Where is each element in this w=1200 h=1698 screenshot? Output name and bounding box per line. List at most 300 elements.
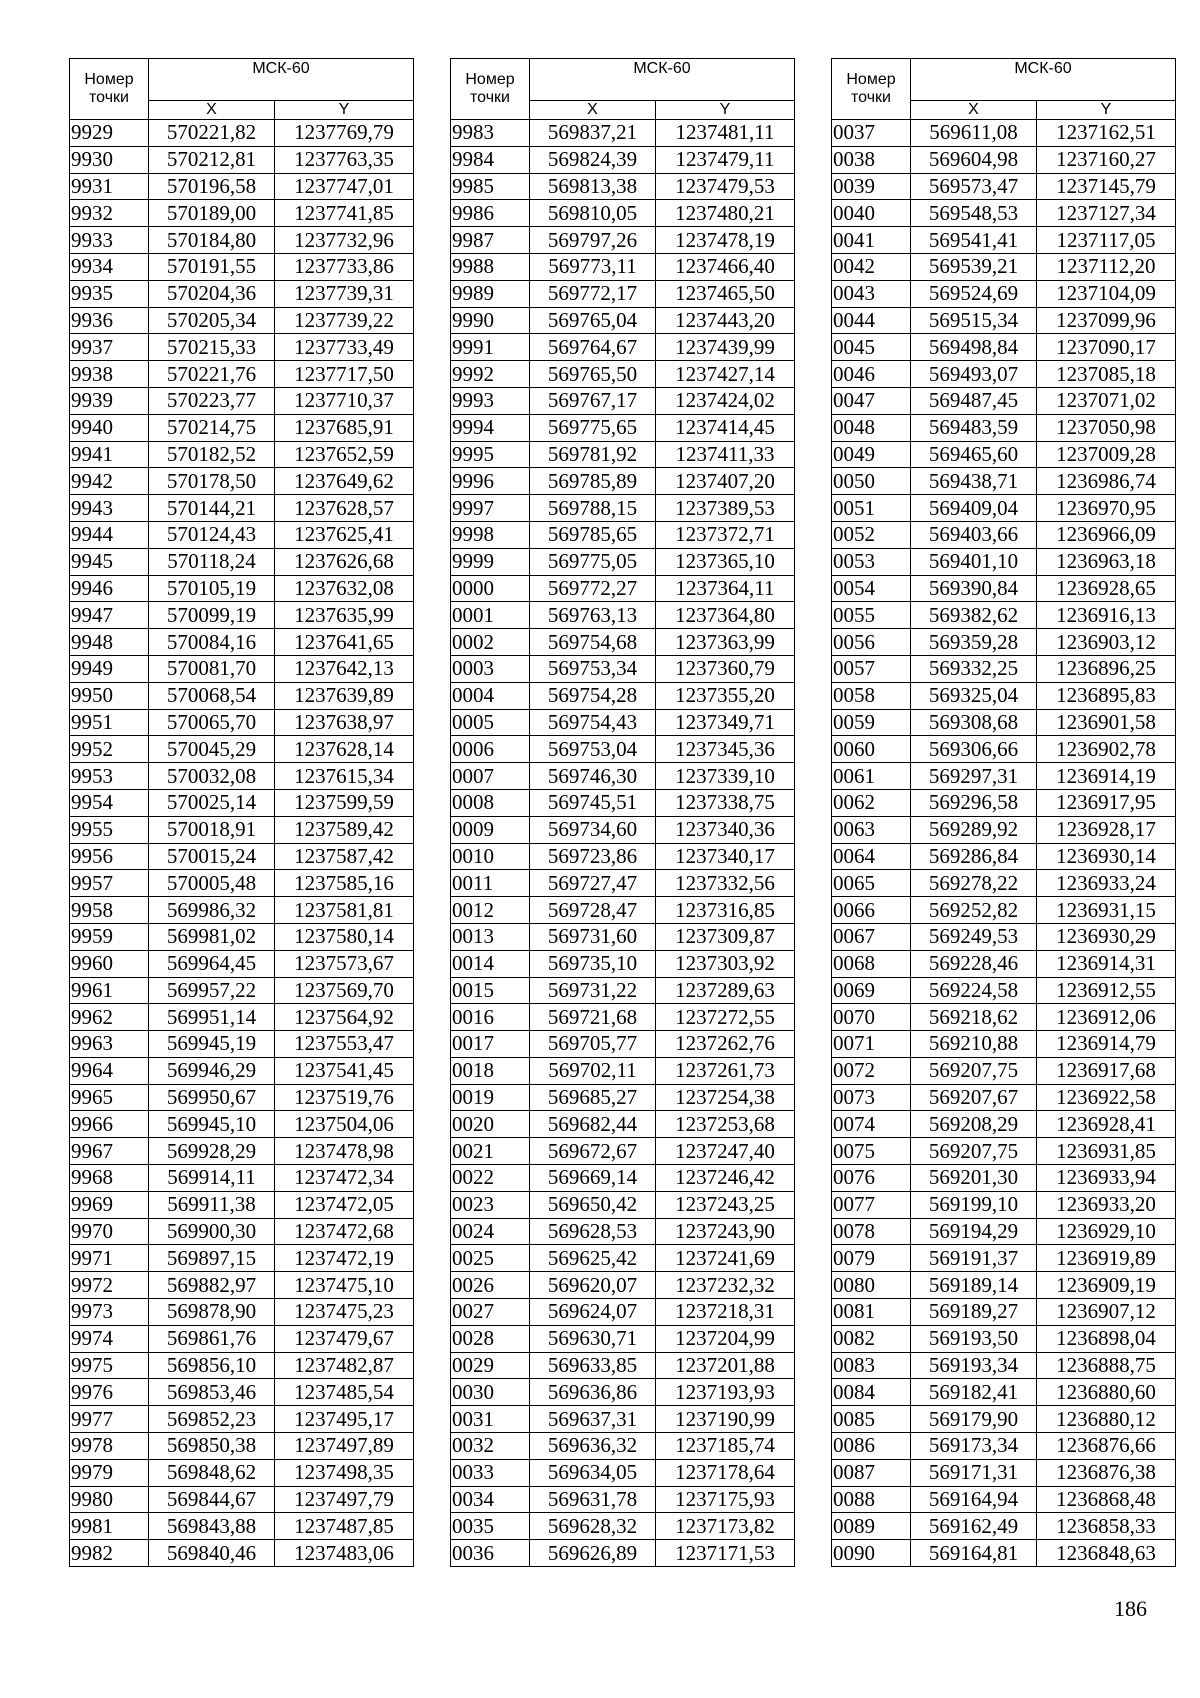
y-coordinate-cell: 1236876,66	[1037, 1433, 1176, 1460]
x-coordinate-cell: 569359,28	[911, 629, 1037, 656]
x-coordinate-cell: 569753,04	[530, 736, 656, 763]
x-coordinate-cell: 569625,42	[530, 1245, 656, 1272]
x-coordinate-cell: 569734,60	[530, 816, 656, 843]
table-row	[70, 763, 414, 790]
point-number-cell: 0047	[832, 387, 911, 414]
x-coordinate-cell: 570065,70	[149, 709, 275, 736]
x-coordinate-cell: 569785,65	[530, 521, 656, 548]
point-number-cell: 0009	[451, 816, 530, 843]
y-coordinate-cell: 1237685,91	[275, 414, 414, 441]
point-number-cell: 9940	[70, 414, 149, 441]
y-coordinate-cell: 1237479,67	[275, 1325, 414, 1352]
point-number-cell: 0040	[832, 200, 911, 227]
table-row	[832, 1299, 1176, 1326]
point-number-cell: 9976	[70, 1379, 149, 1406]
y-coordinate-cell: 1237071,02	[1037, 387, 1176, 414]
y-coordinate-cell: 1237261,73	[656, 1057, 795, 1084]
table-row	[832, 1031, 1176, 1058]
x-coordinate-cell: 569634,05	[530, 1459, 656, 1486]
x-coordinate-cell: 569702,11	[530, 1057, 656, 1084]
table-row	[832, 977, 1176, 1004]
x-coordinate-cell: 569573,47	[911, 173, 1037, 200]
point-number-cell: 9950	[70, 682, 149, 709]
point-number-cell: 0055	[832, 602, 911, 629]
table-row	[832, 200, 1176, 227]
x-coordinate-cell: 569465,60	[911, 441, 1037, 468]
y-coordinate-cell: 1237241,69	[656, 1245, 795, 1272]
point-number-cell: 0006	[451, 736, 530, 763]
table-row	[70, 736, 414, 763]
y-coordinate-cell: 1237732,96	[275, 227, 414, 254]
x-coordinate-cell: 569840,46	[149, 1540, 275, 1567]
point-number-cell: 9953	[70, 763, 149, 790]
x-coordinate-cell: 569626,89	[530, 1540, 656, 1567]
point-number-cell: 0065	[832, 870, 911, 897]
y-coordinate-cell: 1237483,06	[275, 1540, 414, 1567]
point-number-cell: 0011	[451, 870, 530, 897]
x-coordinate-cell: 569249,53	[911, 923, 1037, 950]
y-coordinate-cell: 1236986,74	[1037, 468, 1176, 495]
table-row	[70, 897, 414, 924]
table-row	[70, 1486, 414, 1513]
table-row	[70, 521, 414, 548]
y-coordinate-cell: 1237090,17	[1037, 334, 1176, 361]
table-row	[832, 1325, 1176, 1352]
table-row	[70, 468, 414, 495]
point-number-cell: 9932	[70, 200, 149, 227]
point-number-cell: 9936	[70, 307, 149, 334]
point-number-cell: 0073	[832, 1084, 911, 1111]
crs-header: МСК-60	[530, 59, 795, 101]
table-row	[70, 789, 414, 816]
table-row	[832, 1459, 1176, 1486]
y-header: Y	[1037, 101, 1176, 120]
table-row	[451, 1379, 795, 1406]
point-number-cell: 9988	[451, 253, 530, 280]
x-coordinate-cell: 569853,46	[149, 1379, 275, 1406]
table-row	[451, 575, 795, 602]
y-coordinate-cell: 1237253,68	[656, 1111, 795, 1138]
table-row	[451, 897, 795, 924]
x-coordinate-cell: 569182,41	[911, 1379, 1037, 1406]
point-number-cell: 9984	[451, 146, 530, 173]
y-coordinate-cell: 1237541,45	[275, 1057, 414, 1084]
x-coordinate-cell: 570081,70	[149, 655, 275, 682]
y-coordinate-cell: 1237050,98	[1037, 414, 1176, 441]
table-row	[832, 1191, 1176, 1218]
y-coordinate-cell: 1237615,34	[275, 763, 414, 790]
y-coordinate-cell: 1237009,28	[1037, 441, 1176, 468]
table-row	[70, 1379, 414, 1406]
point-number-cell: 9978	[70, 1433, 149, 1460]
point-number-cell: 9939	[70, 387, 149, 414]
x-coordinate-cell: 569308,68	[911, 709, 1037, 736]
table-row	[832, 414, 1176, 441]
point-number-cell: 0058	[832, 682, 911, 709]
table-row	[832, 548, 1176, 575]
table-row	[70, 950, 414, 977]
y-coordinate-cell: 1237243,25	[656, 1191, 795, 1218]
point-number-cell: 9933	[70, 227, 149, 254]
table-row	[451, 146, 795, 173]
x-coordinate-cell: 569727,47	[530, 870, 656, 897]
table-row	[70, 1299, 414, 1326]
x-coordinate-cell: 570214,75	[149, 414, 275, 441]
table-row	[832, 655, 1176, 682]
point-number-cell: 9968	[70, 1165, 149, 1192]
x-coordinate-cell: 570105,19	[149, 575, 275, 602]
x-coordinate-cell: 569824,39	[530, 146, 656, 173]
x-coordinate-cell: 569946,29	[149, 1057, 275, 1084]
table-row	[451, 200, 795, 227]
table-row	[832, 1218, 1176, 1245]
y-coordinate-cell: 1237193,93	[656, 1379, 795, 1406]
point-number-header: Номер точки	[70, 59, 149, 120]
y-coordinate-cell: 1237316,85	[656, 897, 795, 924]
y-coordinate-cell: 1237332,56	[656, 870, 795, 897]
x-coordinate-cell: 569541,41	[911, 227, 1037, 254]
table-row	[451, 763, 795, 790]
x-coordinate-cell: 570144,21	[149, 495, 275, 522]
point-number-cell: 0060	[832, 736, 911, 763]
y-coordinate-cell: 1237411,33	[656, 441, 795, 468]
y-coordinate-cell: 1237104,09	[1037, 280, 1176, 307]
y-coordinate-cell: 1236917,95	[1037, 789, 1176, 816]
point-number-cell: 0004	[451, 682, 530, 709]
table-row	[451, 923, 795, 950]
x-coordinate-cell: 569173,34	[911, 1433, 1037, 1460]
table-row	[832, 1486, 1176, 1513]
page-number: 186	[1114, 1596, 1147, 1621]
y-coordinate-cell: 1236916,13	[1037, 602, 1176, 629]
x-coordinate-cell: 569964,45	[149, 950, 275, 977]
x-coordinate-cell: 569633,85	[530, 1352, 656, 1379]
table-row	[70, 1031, 414, 1058]
table-row	[70, 655, 414, 682]
table-row	[70, 575, 414, 602]
x-coordinate-cell: 569772,17	[530, 280, 656, 307]
y-coordinate-cell: 1236909,19	[1037, 1272, 1176, 1299]
x-coordinate-cell: 570191,55	[149, 253, 275, 280]
table-row	[451, 414, 795, 441]
y-coordinate-cell: 1237363,99	[656, 629, 795, 656]
x-coordinate-cell: 569207,75	[911, 1057, 1037, 1084]
table-row	[832, 1433, 1176, 1460]
x-coordinate-cell: 570189,00	[149, 200, 275, 227]
table-row	[70, 1433, 414, 1460]
x-coordinate-cell: 569382,62	[911, 602, 1037, 629]
x-coordinate-cell: 570118,24	[149, 548, 275, 575]
y-coordinate-cell: 1237498,35	[275, 1459, 414, 1486]
point-number-cell: 0026	[451, 1272, 530, 1299]
y-coordinate-cell: 1237472,34	[275, 1165, 414, 1192]
point-number-cell: 9989	[451, 280, 530, 307]
point-number-cell: 9938	[70, 361, 149, 388]
point-number-cell: 0020	[451, 1111, 530, 1138]
table-row	[70, 1165, 414, 1192]
table-row	[451, 307, 795, 334]
y-coordinate-cell: 1237262,76	[656, 1031, 795, 1058]
y-coordinate-cell: 1236970,95	[1037, 495, 1176, 522]
table-row	[832, 1272, 1176, 1299]
point-number-cell: 0063	[832, 816, 911, 843]
x-coordinate-cell: 569837,21	[530, 120, 656, 147]
table-row	[70, 1191, 414, 1218]
y-coordinate-cell: 1237504,06	[275, 1111, 414, 1138]
point-number-cell: 0090	[832, 1540, 911, 1567]
x-coordinate-cell: 570182,52	[149, 441, 275, 468]
y-coordinate-cell: 1237573,67	[275, 950, 414, 977]
table-row	[832, 629, 1176, 656]
point-number-cell: 9951	[70, 709, 149, 736]
point-number-cell: 0027	[451, 1299, 530, 1326]
x-coordinate-cell: 569848,62	[149, 1459, 275, 1486]
y-coordinate-cell: 1237339,10	[656, 763, 795, 790]
point-number-cell: 9948	[70, 629, 149, 656]
point-number-cell: 0021	[451, 1138, 530, 1165]
x-coordinate-cell: 569754,28	[530, 682, 656, 709]
y-coordinate-cell: 1236907,12	[1037, 1299, 1176, 1326]
table-row	[70, 1218, 414, 1245]
point-number-cell: 0079	[832, 1245, 911, 1272]
table-row	[451, 1433, 795, 1460]
point-number-cell: 9970	[70, 1218, 149, 1245]
point-number-cell: 9995	[451, 441, 530, 468]
y-coordinate-cell: 1236888,75	[1037, 1352, 1176, 1379]
y-coordinate-cell: 1237587,42	[275, 843, 414, 870]
x-coordinate-cell: 569672,67	[530, 1138, 656, 1165]
table-row	[451, 950, 795, 977]
x-coordinate-cell: 569403,66	[911, 521, 1037, 548]
point-number-cell: 0062	[832, 789, 911, 816]
table-row	[832, 521, 1176, 548]
point-number-cell: 0038	[832, 146, 911, 173]
y-coordinate-cell: 1236896,25	[1037, 655, 1176, 682]
point-number-cell: 0045	[832, 334, 911, 361]
x-coordinate-cell: 569401,10	[911, 548, 1037, 575]
table-row	[70, 1513, 414, 1540]
point-number-cell: 9990	[451, 307, 530, 334]
x-coordinate-cell: 569986,32	[149, 897, 275, 924]
x-coordinate-cell: 569773,11	[530, 253, 656, 280]
y-coordinate-cell: 1236903,12	[1037, 629, 1176, 656]
y-coordinate-cell: 1237626,68	[275, 548, 414, 575]
x-coordinate-cell: 570178,50	[149, 468, 275, 495]
table-row	[832, 146, 1176, 173]
table-row	[70, 1352, 414, 1379]
y-header: Y	[656, 101, 795, 120]
x-coordinate-cell: 570018,91	[149, 816, 275, 843]
table-row	[832, 120, 1176, 147]
x-coordinate-cell: 569483,59	[911, 414, 1037, 441]
point-number-cell: 0025	[451, 1245, 530, 1272]
y-header: Y	[275, 101, 414, 120]
x-coordinate-cell: 569179,90	[911, 1406, 1037, 1433]
point-number-cell: 9947	[70, 602, 149, 629]
table-row	[832, 1004, 1176, 1031]
point-number-cell: 9942	[70, 468, 149, 495]
x-coordinate-cell: 569728,47	[530, 897, 656, 924]
table-row	[451, 870, 795, 897]
point-number-cell: 9982	[70, 1540, 149, 1567]
point-number-cell: 9944	[70, 521, 149, 548]
table-row	[832, 1111, 1176, 1138]
y-coordinate-cell: 1237364,11	[656, 575, 795, 602]
x-coordinate-cell: 569882,97	[149, 1272, 275, 1299]
table-row	[70, 977, 414, 1004]
x-coordinate-cell: 569650,42	[530, 1191, 656, 1218]
point-number-cell: 9980	[70, 1486, 149, 1513]
point-number-cell: 0012	[451, 897, 530, 924]
table-row	[451, 1486, 795, 1513]
point-number-cell: 0064	[832, 843, 911, 870]
x-coordinate-cell: 569628,32	[530, 1513, 656, 1540]
x-coordinate-cell: 569171,31	[911, 1459, 1037, 1486]
point-number-cell: 9991	[451, 334, 530, 361]
y-coordinate-cell: 1237733,49	[275, 334, 414, 361]
y-coordinate-cell: 1237117,05	[1037, 227, 1176, 254]
table-row	[70, 1004, 414, 1031]
table-row	[70, 361, 414, 388]
table-row	[451, 736, 795, 763]
point-number-cell: 0034	[451, 1486, 530, 1513]
y-coordinate-cell: 1237642,13	[275, 655, 414, 682]
table-row	[70, 709, 414, 736]
table-row	[70, 548, 414, 575]
x-coordinate-cell: 569813,38	[530, 173, 656, 200]
point-number-cell: 9969	[70, 1191, 149, 1218]
y-coordinate-cell: 1237465,50	[656, 280, 795, 307]
x-coordinate-cell: 569682,44	[530, 1111, 656, 1138]
table-row	[832, 1138, 1176, 1165]
x-coordinate-cell: 569162,49	[911, 1513, 1037, 1540]
y-coordinate-cell: 1236963,18	[1037, 548, 1176, 575]
point-number-cell: 0081	[832, 1299, 911, 1326]
table-row	[70, 253, 414, 280]
table-row	[70, 816, 414, 843]
x-coordinate-cell: 569306,66	[911, 736, 1037, 763]
y-coordinate-cell: 1237717,50	[275, 361, 414, 388]
x-coordinate-cell: 569878,90	[149, 1299, 275, 1326]
y-coordinate-cell: 1237372,71	[656, 521, 795, 548]
point-number-cell: 0028	[451, 1325, 530, 1352]
x-coordinate-cell: 569843,88	[149, 1513, 275, 1540]
table-row	[451, 1165, 795, 1192]
point-number-cell: 9971	[70, 1245, 149, 1272]
y-coordinate-cell: 1236933,20	[1037, 1191, 1176, 1218]
x-coordinate-cell: 569524,69	[911, 280, 1037, 307]
point-number-cell: 9967	[70, 1138, 149, 1165]
point-number-cell: 9986	[451, 200, 530, 227]
point-number-cell: 0089	[832, 1513, 911, 1540]
point-number-cell: 9963	[70, 1031, 149, 1058]
y-coordinate-cell: 1237632,08	[275, 575, 414, 602]
y-coordinate-cell: 1237599,59	[275, 789, 414, 816]
table-row	[451, 709, 795, 736]
y-coordinate-cell: 1237309,87	[656, 923, 795, 950]
x-coordinate-cell: 570204,36	[149, 280, 275, 307]
y-coordinate-cell: 1236914,31	[1037, 950, 1176, 977]
y-coordinate-cell: 1236928,41	[1037, 1111, 1176, 1138]
x-coordinate-cell: 569611,08	[911, 120, 1037, 147]
x-coordinate-cell: 569252,82	[911, 897, 1037, 924]
table-row	[832, 736, 1176, 763]
y-coordinate-cell: 1237175,93	[656, 1486, 795, 1513]
x-coordinate-cell: 569164,81	[911, 1540, 1037, 1567]
y-coordinate-cell: 1237635,99	[275, 602, 414, 629]
x-coordinate-cell: 569194,29	[911, 1218, 1037, 1245]
y-coordinate-cell: 1237769,79	[275, 120, 414, 147]
table-row	[832, 227, 1176, 254]
y-coordinate-cell: 1237466,40	[656, 253, 795, 280]
y-coordinate-cell: 1236919,89	[1037, 1245, 1176, 1272]
x-coordinate-cell: 570221,76	[149, 361, 275, 388]
point-number-cell: 9961	[70, 977, 149, 1004]
x-coordinate-cell: 569493,07	[911, 361, 1037, 388]
table-row	[832, 843, 1176, 870]
y-coordinate-cell: 1236917,68	[1037, 1057, 1176, 1084]
table-row	[832, 173, 1176, 200]
table-row	[832, 495, 1176, 522]
table-row	[451, 1084, 795, 1111]
x-coordinate-cell: 570212,81	[149, 146, 275, 173]
x-coordinate-cell: 569950,67	[149, 1084, 275, 1111]
y-coordinate-cell: 1236928,65	[1037, 575, 1176, 602]
table-row	[832, 682, 1176, 709]
table-row	[70, 682, 414, 709]
x-coordinate-cell: 569775,65	[530, 414, 656, 441]
table-row	[451, 495, 795, 522]
point-number-cell: 0085	[832, 1406, 911, 1433]
y-coordinate-cell: 1236933,24	[1037, 870, 1176, 897]
x-coordinate-cell: 570015,24	[149, 843, 275, 870]
point-number-cell: 9975	[70, 1352, 149, 1379]
x-coordinate-cell: 569189,27	[911, 1299, 1037, 1326]
point-number-cell: 0075	[832, 1138, 911, 1165]
point-number-cell: 0068	[832, 950, 911, 977]
x-coordinate-cell: 569765,50	[530, 361, 656, 388]
y-coordinate-cell: 1236914,79	[1037, 1031, 1176, 1058]
point-number-cell: 0018	[451, 1057, 530, 1084]
table-row	[832, 575, 1176, 602]
y-coordinate-cell: 1237639,89	[275, 682, 414, 709]
point-number-cell: 9994	[451, 414, 530, 441]
point-number-cell: 0033	[451, 1459, 530, 1486]
y-coordinate-cell: 1237497,79	[275, 1486, 414, 1513]
table-row	[832, 1540, 1176, 1567]
y-coordinate-cell: 1237349,71	[656, 709, 795, 736]
y-coordinate-cell: 1237487,85	[275, 1513, 414, 1540]
point-number-cell: 0041	[832, 227, 911, 254]
point-number-cell: 9974	[70, 1325, 149, 1352]
x-coordinate-cell: 569208,29	[911, 1111, 1037, 1138]
point-number-cell: 0088	[832, 1486, 911, 1513]
y-coordinate-cell: 1237443,20	[656, 307, 795, 334]
x-coordinate-cell: 569788,15	[530, 495, 656, 522]
x-coordinate-cell: 570005,48	[149, 870, 275, 897]
table-row	[70, 1245, 414, 1272]
table-row	[451, 468, 795, 495]
x-coordinate-cell: 569201,30	[911, 1165, 1037, 1192]
x-coordinate-cell: 569193,34	[911, 1352, 1037, 1379]
point-number-cell: 0052	[832, 521, 911, 548]
y-coordinate-cell: 1237364,80	[656, 602, 795, 629]
point-number-cell: 0066	[832, 897, 911, 924]
x-coordinate-cell: 570084,16	[149, 629, 275, 656]
table-row	[70, 1406, 414, 1433]
y-coordinate-cell: 1237763,35	[275, 146, 414, 173]
point-number-cell: 0008	[451, 789, 530, 816]
